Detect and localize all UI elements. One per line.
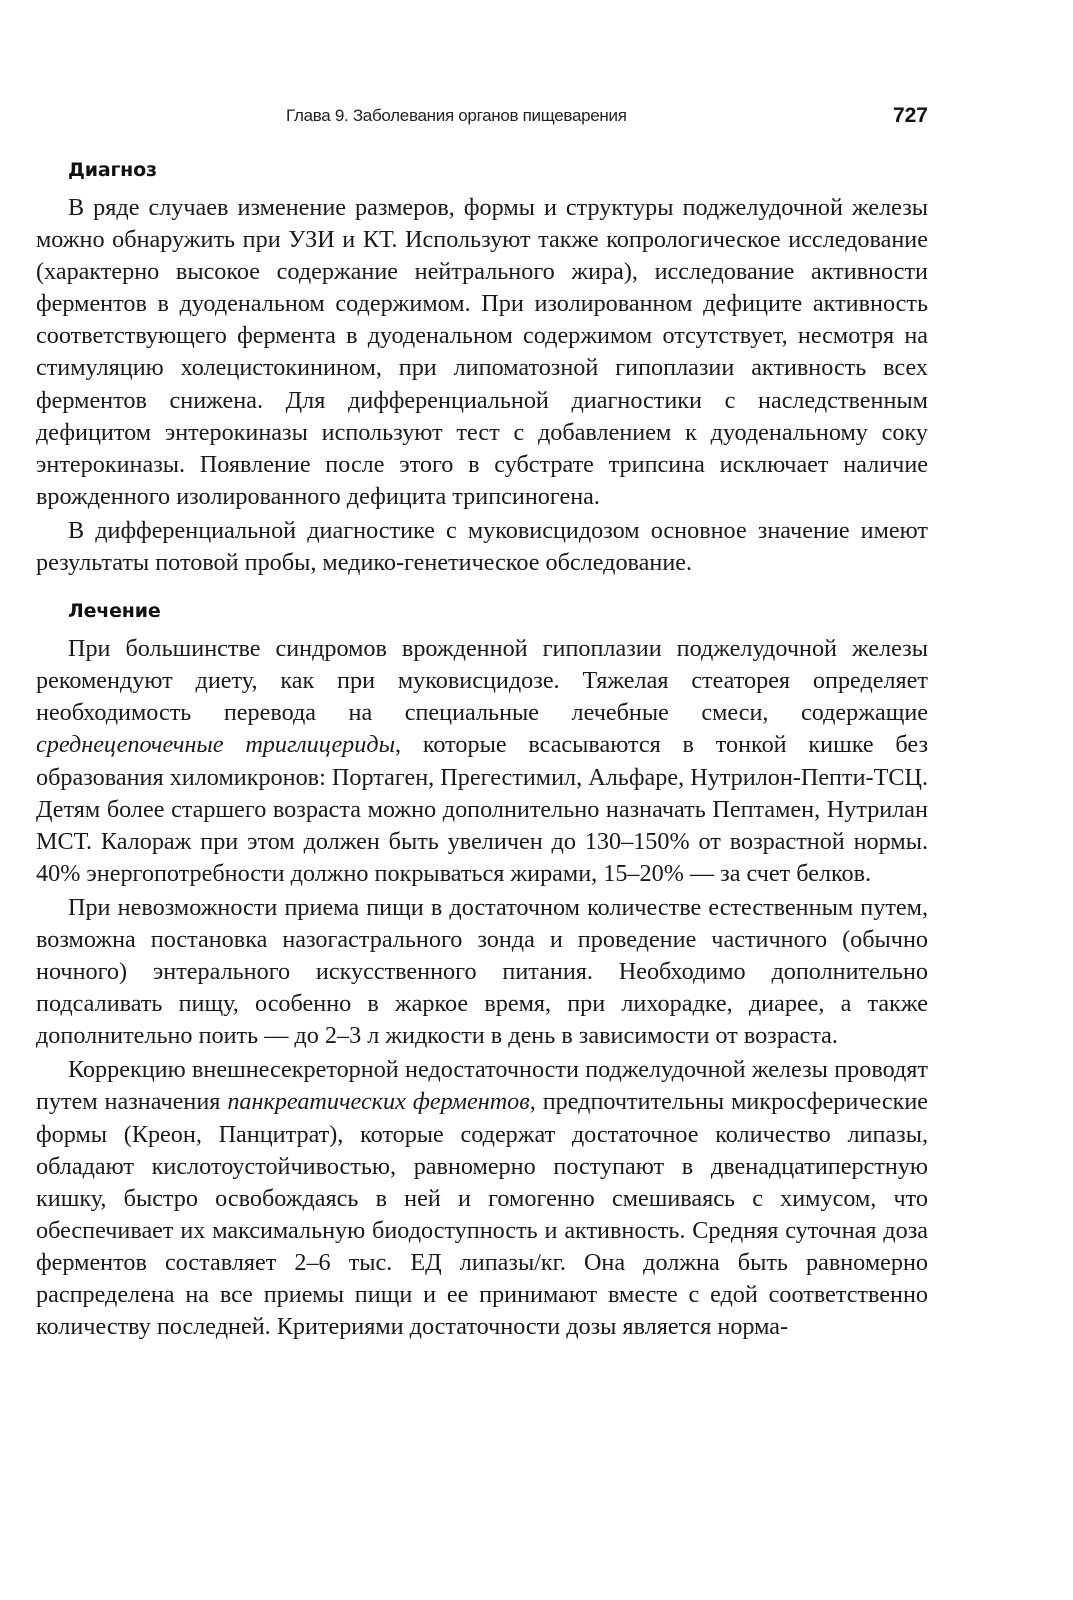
section-heading-treatment: Лечение (68, 600, 161, 623)
paragraph-text: , предпочтительны микросферические формы (Креон, Панцитрат), которые содержат достаточное количество липазы, обладают кислотоустойчивостью, равномерно поступают в двенадцатиперстную кишку, быстро освобождаясь в ней и гомогенно смешиваясь с химусом, что обеспечивает их максимальную биодоступность и активность. Средняя суточная доза ферментов составляет 2–6 тыс. ЕД липазы/кг. Она должна быть равномерно распределена на все приемы пищи и ее принимают вместе с едой соответственно количеству последней. Критериями достаточности дозы является норма- (36, 1088, 929, 1341)
paragraph (36, 1054, 928, 1343)
chapter-title: Глава 9. Заболевания органов пищеварения (286, 106, 627, 125)
section-heading-diagnosis: Диагноз (68, 159, 157, 181)
italic-term: панкреатических ферментов (227, 1088, 530, 1116)
page-content (36, 156, 928, 1343)
paragraph-text: , которые всасываются в тонкой кишке без образования хиломикронов: Портаген, Прегестимил, Альфаре, Нутрилон-Пепти-ТСЦ. Детям более старшего возраста можно дополнительно назначать Пептамен, Нутрилан МСТ. Калораж при этом должен быть увеличен до 130–150% от возрастной нормы. 40% энергопотребности должно покрываться жирами, 15–20% — за счет белков. (36, 731, 928, 887)
running-header (36, 104, 928, 132)
paragraph: При невозможности приема пищи в достаточном количестве естественным путем, возможна постановка назогастрального зонда и проведение частичного (обычно ночного) энтерального искусственного питания. Необходимо дополнительно подсаливать пищу, особенно в жаркое время, при лихорадке, диарее, а также дополнительно поить — до 2–3 л жидкости в день в зависимости от возраста. (36, 893, 928, 1050)
book-page (36, 0, 928, 1600)
paragraph-text: Коррекцию внешнесекреторной недостаточности поджелудочной железы проводят путем назначения (36, 1056, 928, 1116)
italic-term: среднецепочечные триглицериды (36, 731, 395, 759)
paragraph (36, 633, 928, 890)
paragraph: В дифференциальной диагностике с муковисцидозом основное значение имеют результаты потовой пробы, медико-генетическое обследование. (36, 516, 928, 577)
paragraph-text: При большинстве синдромов врожденной гипоплазии поджелудочной железы рекомендуют диету, как при муковисцидозе. Тяжелая стеаторея определяет необходимость перевода на специальные лечебные смеси, содержащие (36, 635, 928, 727)
page-number: 727 (892, 104, 928, 127)
paragraph: В ряде случаев изменение размеров, формы и структуры поджелудочной железы можно обнаружить при УЗИ и КТ. Используют также копрологическое исследование (характерно высокое содержание нейтрального жира), исследование активности ферментов в дуоденальном содержимом. При изолированном дефиците активность соответствующего фермента в дуоденальном содержимом отсутствует, несмотря на стимуляцию холецистокинином, при липоматозной гипоплазии активность всех ферментов снижена. Для дифференциальной диагностики с наследственным дефицитом энтерокиназы используют тест с добавлением к дуоденальному соку энтерокиназы. Появление после этого в субстрате трипсина исключает наличие врожденного изолированного дефицита трипсиногена. (36, 194, 928, 510)
